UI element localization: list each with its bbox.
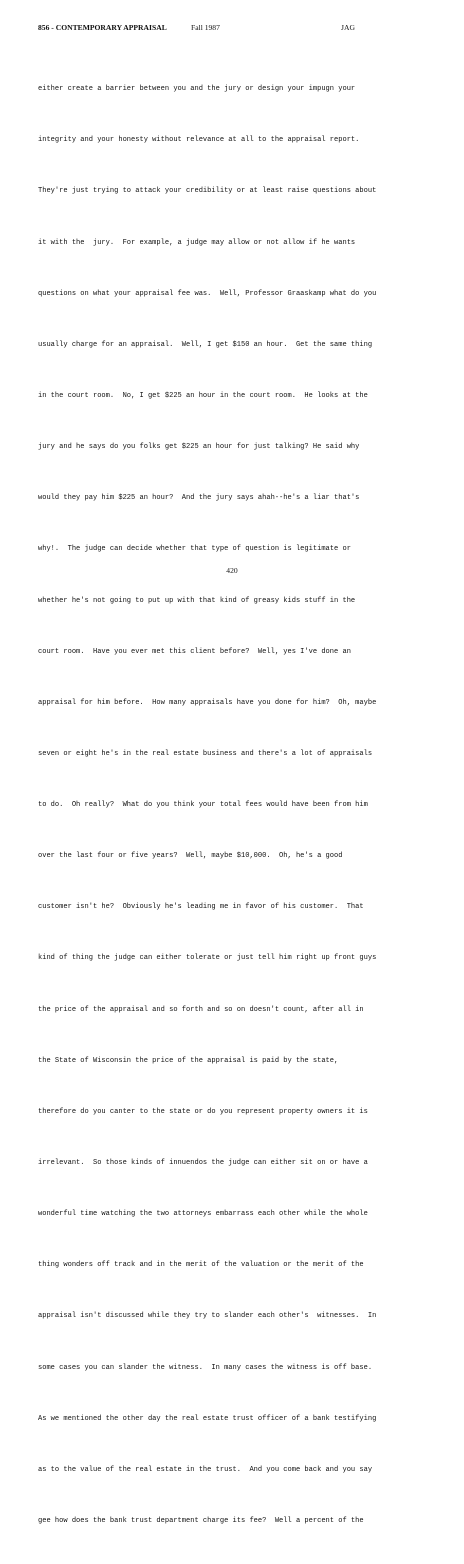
text-line: jury and he says do you folks get $225 an hour for just talking? He said why bbox=[38, 443, 360, 452]
text-line: usually charge for an appraisal. Well, I get $150 an hour. Get the same thing bbox=[38, 340, 373, 349]
text-line: in the court room. No, I get $225 an hour in the court room. He looks at the bbox=[38, 391, 368, 400]
text-line: irrelevant. So those kinds of innuendos the judge can either sit on or have a bbox=[38, 1159, 368, 1168]
text-line: court room. Have you ever met this client before? Well, yes I've done an bbox=[38, 647, 351, 656]
text-line: whether he's not going to put up with that kind of greasy kids stuff in the bbox=[38, 596, 356, 605]
text-line: to do. Oh really? What do you think your total fees would have been from him bbox=[38, 801, 368, 810]
text-line: questions on what your appraisal fee was. Well, Professor Graaskamp what do you bbox=[38, 289, 377, 298]
text-line: the State of Wisconsin the price of the appraisal is paid by the state, bbox=[38, 1056, 339, 1065]
transcript-body bbox=[38, 47, 438, 1564]
text-line: the price of the appraisal and so forth and so on doesn't count, after all in bbox=[38, 1005, 364, 1014]
text-line: integrity and your honesty without relevance at all to the appraisal report. bbox=[38, 136, 360, 145]
text-line: either create a barrier between you and the jury or design your impugn your bbox=[38, 85, 356, 94]
course-title: 856 - CONTEMPORARY APPRAISAL bbox=[38, 23, 167, 32]
text-line: As we mentioned the other day the real estate trust officer of a bank testifying bbox=[38, 1414, 377, 1423]
text-line: thing wonders off track and in the merit of the valuation or the merit of the bbox=[38, 1261, 364, 1270]
text-line: as to the value of the real estate in the trust. And you come back and you say bbox=[38, 1465, 373, 1474]
page-number: 420 bbox=[226, 566, 238, 575]
text-line: seven or eight he's in the real estate business and there's a lot of appraisals bbox=[38, 749, 373, 758]
term-label: Fall 1987 bbox=[191, 23, 220, 32]
text-line: They're just trying to attack your credibility or at least raise questions about bbox=[38, 187, 377, 196]
text-line: kind of thing the judge can either tolerate or just tell him right up front guys bbox=[38, 954, 377, 963]
text-line: it with the jury. For example, a judge may allow or not allow if he wants bbox=[38, 238, 356, 247]
text-line: appraisal isn't discussed while they try to slander each other's witnesses. In bbox=[38, 1312, 377, 1321]
text-line: customer isn't he? Obviously he's leading me in favor of his customer. That bbox=[38, 903, 364, 912]
text-line: therefore do you canter to the state or do you represent property owners it is bbox=[38, 1107, 368, 1116]
author-initials: JAG bbox=[341, 23, 355, 32]
text-line: some cases you can slander the witness. In many cases the witness is off base. bbox=[38, 1363, 373, 1372]
text-line: would they pay him $225 an hour? And the jury says ahah--he's a liar that's bbox=[38, 494, 360, 503]
text-line: wonderful time watching the two attorneys embarrass each other while the whole bbox=[38, 1210, 368, 1219]
text-line: why!. The judge can decide whether that type of question is legitimate or bbox=[38, 545, 351, 554]
text-line: over the last four or five years? Well, maybe $10,000. Oh, he's a good bbox=[38, 852, 343, 861]
text-line: gee how does the bank trust department charge its fee? Well a percent of the bbox=[38, 1517, 364, 1526]
text-line: appraisal for him before. How many appraisals have you done for him? Oh, maybe bbox=[38, 698, 377, 707]
running-header bbox=[38, 22, 438, 34]
